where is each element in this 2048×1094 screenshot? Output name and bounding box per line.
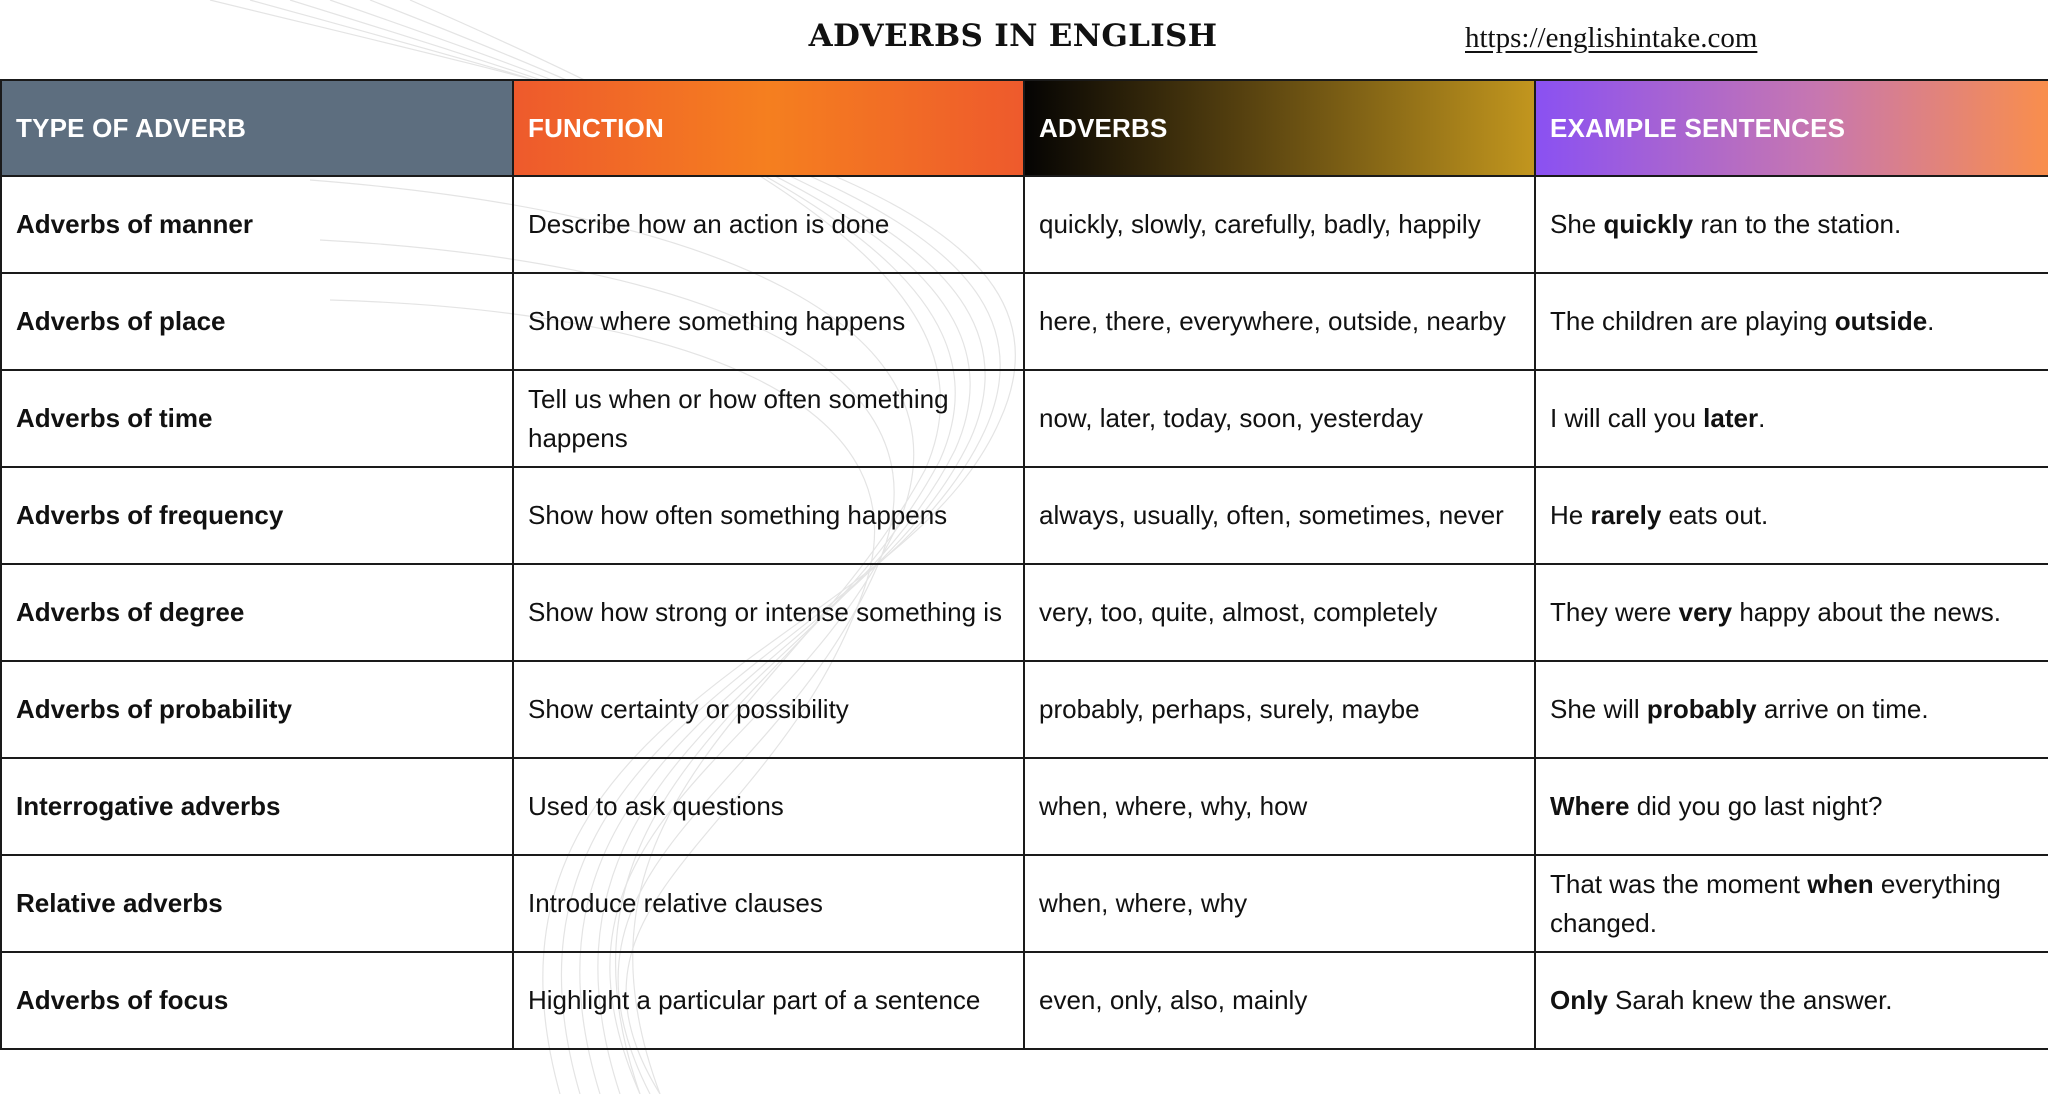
example-cell [1535, 952, 2048, 1049]
example-cell [1535, 370, 2048, 467]
example-adverb: quickly [1603, 209, 1694, 239]
adverbs-cell: here, there, everywhere, outside, nearby [1024, 273, 1535, 370]
type-cell: Adverbs of place [1, 273, 513, 370]
table-body [1, 176, 2048, 1049]
column-header-type: TYPE OF ADVERB [1, 80, 513, 176]
example-text: The children are playing [1550, 306, 1835, 336]
example-adverb: Only [1550, 985, 1608, 1015]
example-text: . [1758, 403, 1766, 433]
function-cell: Show how strong or intense something is [513, 564, 1024, 661]
site-url-link[interactable]: https://englishintake.com [1465, 22, 1758, 54]
example-adverb: outside [1834, 306, 1928, 336]
example-text: He [1550, 500, 1591, 530]
function-cell: Show where something happens [513, 273, 1024, 370]
example-text: She will [1550, 694, 1647, 724]
example-text: . [1927, 306, 1935, 336]
adverbs-cell: even, only, also, mainly [1024, 952, 1535, 1049]
column-header-adverbs: ADVERBS [1024, 80, 1535, 176]
example-text: ran to the station. [1693, 209, 1902, 239]
example-text: She [1550, 209, 1604, 239]
adverbs-cell: always, usually, often, sometimes, never [1024, 467, 1535, 564]
table-row [1, 273, 2048, 370]
table-row [1, 467, 2048, 564]
example-cell [1535, 855, 2048, 952]
adverbs-cell: probably, perhaps, surely, maybe [1024, 661, 1535, 758]
example-adverb: when [1807, 868, 1874, 899]
adverbs-cell: very, too, quite, almost, completely [1024, 564, 1535, 661]
example-text: eats out. [1661, 500, 1769, 530]
type-cell: Adverbs of frequency [1, 467, 513, 564]
type-cell: Interrogative adverbs [1, 758, 513, 855]
adverbs-cell: now, later, today, soon, yesterday [1024, 370, 1535, 467]
adverbs-cell: when, where, why, how [1024, 758, 1535, 855]
example-adverb: rarely [1590, 500, 1662, 530]
example-text: did you go last night? [1629, 791, 1883, 821]
example-adverb: probably [1646, 694, 1757, 724]
function-cell: Tell us when or how often something happens [513, 370, 1024, 467]
table-row [1, 564, 2048, 661]
function-cell: Describe how an action is done [513, 176, 1024, 273]
example-adverb: very [1678, 597, 1733, 627]
adverbs-table [0, 79, 2048, 1050]
adverbs-cell: when, where, why [1024, 855, 1535, 952]
table-row [1, 952, 2048, 1049]
function-cell: Introduce relative clauses [513, 855, 1024, 952]
example-cell [1535, 564, 2048, 661]
function-cell: Used to ask questions [513, 758, 1024, 855]
example-text: They were [1550, 597, 1679, 627]
example-text: I will call you [1550, 403, 1704, 433]
type-cell: Adverbs of manner [1, 176, 513, 273]
table-row [1, 661, 2048, 758]
table-header-row [1, 80, 2048, 176]
example-text: That was the moment [1550, 868, 1808, 899]
column-header-examples: EXAMPLE SENTENCES [1535, 80, 2048, 176]
column-header-function: FUNCTION [513, 80, 1024, 176]
example-adverb: Where [1550, 791, 1630, 821]
page-title: ADVERBS IN ENGLISH [808, 18, 1218, 54]
table-row [1, 758, 2048, 855]
example-text: arrive on time. [1756, 694, 1929, 724]
example-text: happy about the news. [1732, 597, 2001, 627]
example-cell [1535, 273, 2048, 370]
example-adverb: later [1703, 403, 1759, 433]
function-cell: Show how often something happens [513, 467, 1024, 564]
type-cell: Adverbs of degree [1, 564, 513, 661]
table-row [1, 176, 2048, 273]
table-row [1, 370, 2048, 467]
example-cell [1535, 176, 2048, 273]
example-text: Sarah knew the answer. [1607, 985, 1893, 1015]
function-cell: Show certainty or possibility [513, 661, 1024, 758]
example-text: everything changed. [1550, 868, 2001, 938]
adverbs-cell: quickly, slowly, carefully, badly, happily [1024, 176, 1535, 273]
example-cell [1535, 758, 2048, 855]
function-cell: Highlight a particular part of a sentence [513, 952, 1024, 1049]
type-cell: Adverbs of focus [1, 952, 513, 1049]
type-cell: Adverbs of time [1, 370, 513, 467]
type-cell: Adverbs of probability [1, 661, 513, 758]
type-cell: Relative adverbs [1, 855, 513, 952]
example-cell [1535, 661, 2048, 758]
table-row [1, 855, 2048, 952]
example-cell [1535, 467, 2048, 564]
